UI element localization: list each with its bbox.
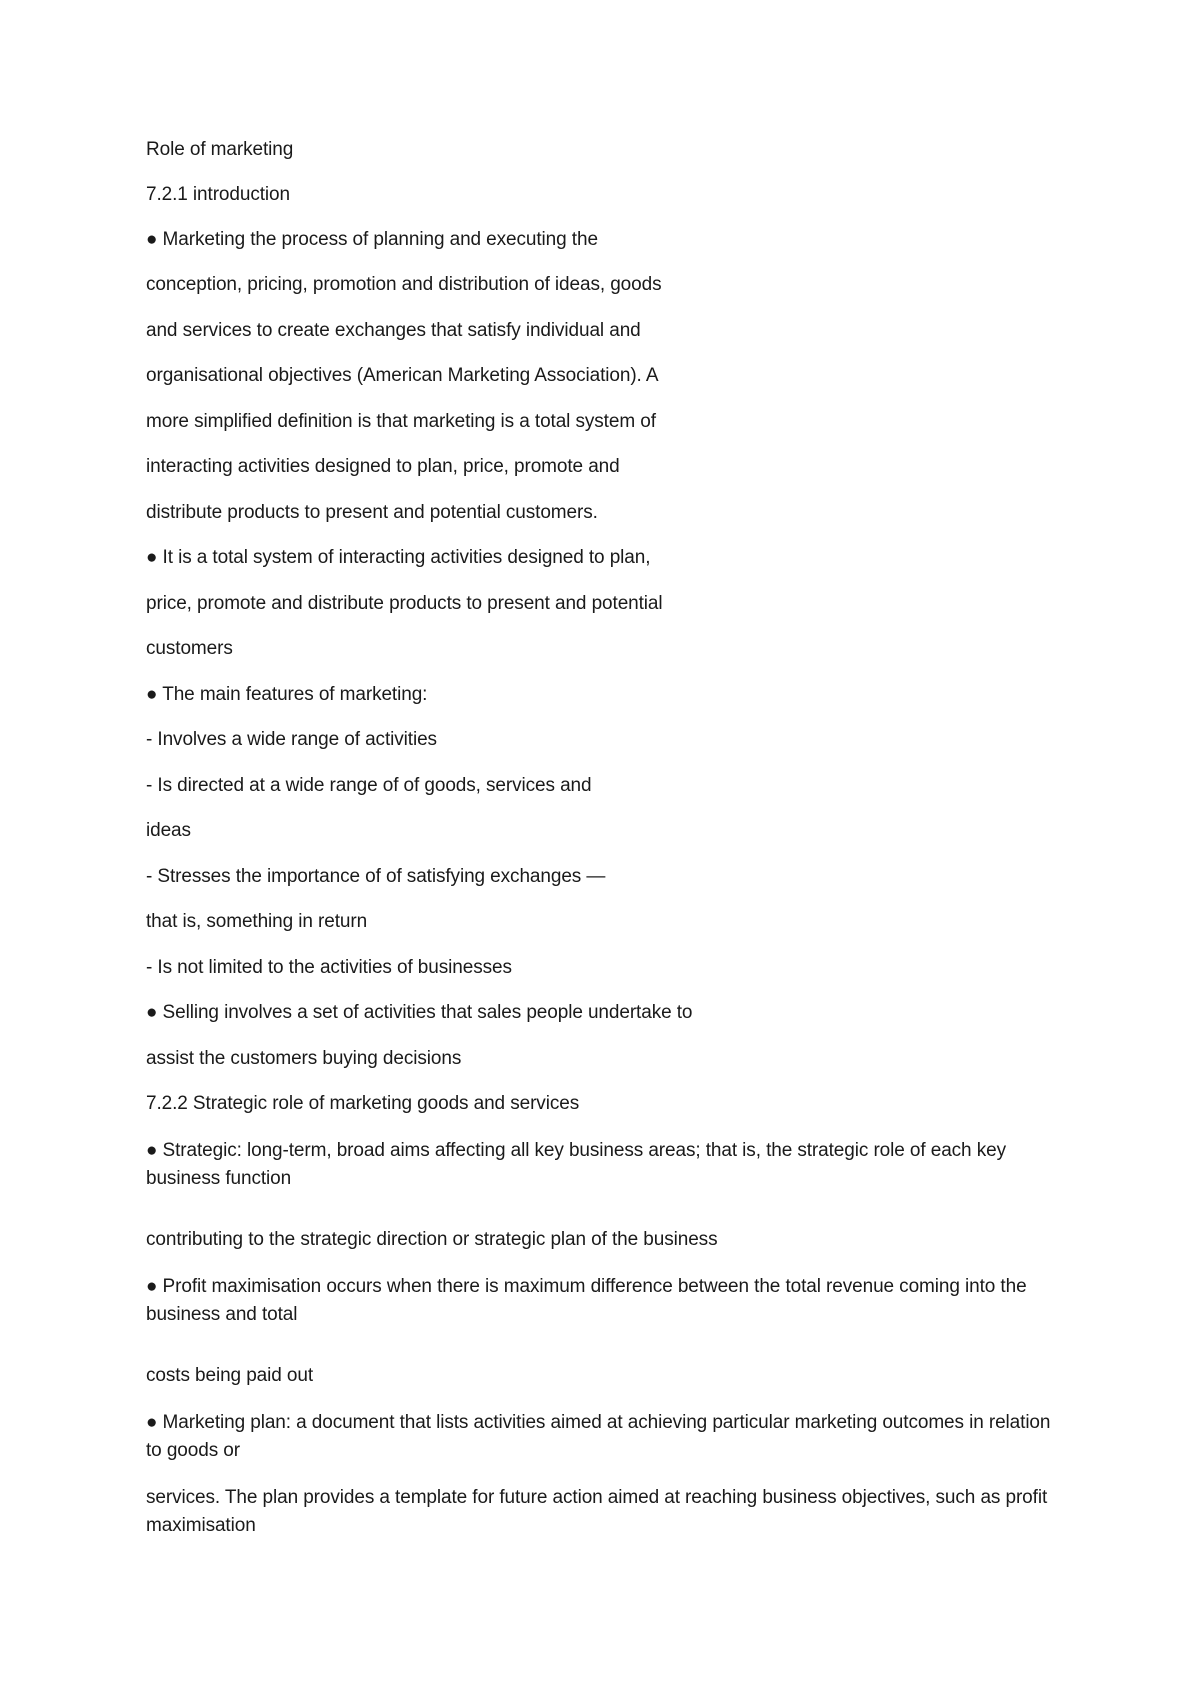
paragraph-line: customers xyxy=(146,638,233,659)
paragraph-line: assist the customers buying decisions xyxy=(146,1048,462,1069)
paragraph-line: interacting activities designed to plan, price, promote and xyxy=(146,456,620,477)
list-item: - Involves a wide range of activities xyxy=(146,729,437,750)
page-title: Role of marketing xyxy=(146,139,294,160)
paragraph-line: services. The plan provides a template for future action aimed at reaching business objectives, such as profit maximisation xyxy=(146,1487,1048,1536)
paragraph-line: price, promote and distribute products to present and potential xyxy=(146,593,663,614)
section-heading: 7.2.1 introduction xyxy=(146,184,290,205)
paragraph-line: ● It is a total system of interacting activities designed to plan, xyxy=(146,547,651,568)
paragraph-line: ● Strategic: long-term, broad aims affecting all key business areas; that is, the strategic role of each key business function xyxy=(146,1140,1006,1189)
list-item: that is, something in return xyxy=(146,911,368,932)
list-item: ideas xyxy=(146,820,191,841)
paragraph-line: and services to create exchanges that satisfy individual and xyxy=(146,320,641,341)
paragraph-line: contributing to the strategic direction or strategic plan of the business xyxy=(146,1229,718,1250)
paragraph-line: ● The main features of marketing: xyxy=(146,684,428,705)
paragraph-line: ● Profit maximisation occurs when there is maximum difference between the total revenue coming into the business and total xyxy=(146,1276,1027,1325)
paragraph-line: ● Marketing the process of planning and executing the xyxy=(146,229,598,250)
paragraph-line: ● Marketing plan: a document that lists activities aimed at achieving particular marketing outcomes in relation to goods or xyxy=(146,1412,1051,1461)
paragraph-line: conception, pricing, promotion and distribution of ideas, goods xyxy=(146,274,662,295)
list-item: - Is not limited to the activities of businesses xyxy=(146,957,512,978)
paragraph-line: costs being paid out xyxy=(146,1365,314,1386)
list-item: - Stresses the importance of of satisfying exchanges — xyxy=(146,866,606,887)
paragraph-line: organisational objectives (American Marketing Association). A xyxy=(146,365,659,386)
paragraph-line: more simplified definition is that marketing is a total system of xyxy=(146,411,656,432)
paragraph-line: ● Selling involves a set of activities that sales people undertake to xyxy=(146,1002,693,1023)
section-heading: 7.2.2 Strategic role of marketing goods and services xyxy=(146,1093,580,1114)
paragraph-line: distribute products to present and potential customers. xyxy=(146,502,598,523)
list-item: - Is directed at a wide range of of goods, services and xyxy=(146,775,592,796)
